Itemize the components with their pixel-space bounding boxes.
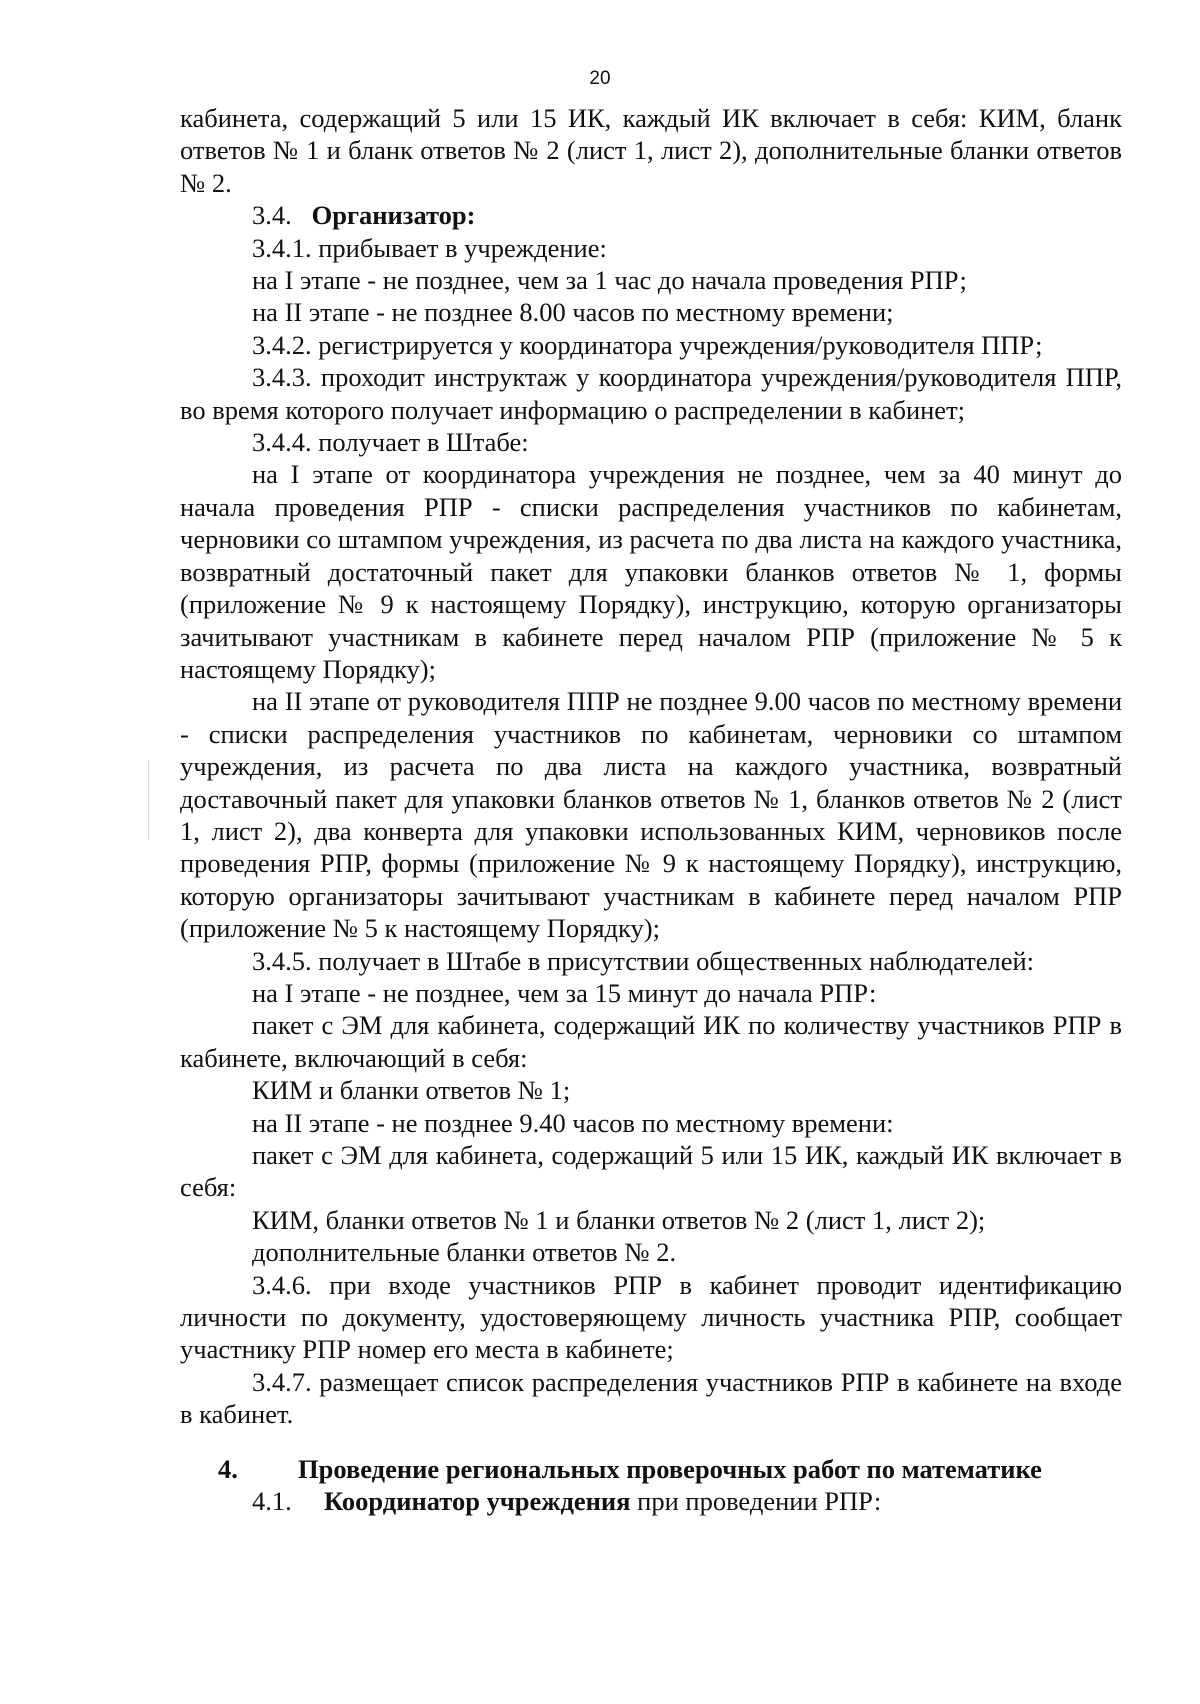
heading-3-4-title: Организатор: [311, 200, 476, 231]
paragraph-3-4-1: 3.4.1. прибывает в учреждение: [252, 232, 607, 263]
page-number: 20 [589, 68, 611, 89]
subsection-4-1 [180, 1485, 1122, 1517]
subsection-4-1-rest: при проведении РПР: [630, 1486, 882, 1517]
paragraph-3-4-3: 3.4.3. проходит инструктаж у координатора учреждения/руководителя ППР, во время которого получает информацию о распределении в кабинет; [180, 362, 1122, 425]
paragraph-3-4-6: 3.4.6. при входе участников РПР в кабинет проводит идентификацию личности по документу, удостоверяющему личность участника РПР, сообщает участнику РПР номер его места в кабинете; [180, 1269, 1122, 1365]
scan-margin-line [148, 760, 149, 840]
document-body [180, 102, 1122, 1517]
section-spacer [180, 1431, 1122, 1453]
heading-3-4-number: 3.4. [252, 200, 292, 231]
subsection-4-1-bold: Координатор учреждения [324, 1486, 631, 1517]
paragraph-stage-2-arrival: на II этапе - не позднее 8.00 часов по местному времени; [252, 297, 894, 328]
paragraph-3-4-7: 3.4.7. размещает список распределения участников РПР в кабинете на входе в кабинет. [180, 1366, 1122, 1430]
paragraph-stage-2-materials: на II этапе от руководителя ППР не позднее 9.00 часов по местному времени - списки распределения участников по кабинетам, черновики со штампом учреждения, из расчета по два листа на каждого участника, возвратный доставочный пакет для упаковки бланков ответов № 1, бланков ответов № 2 (лист 1, лист 2), два конверта для упаковки использованных КИМ, черновиков после проведения РПР, формы (приложение № 9 к настоящему Порядку), инструкцию, которую организаторы зачитывают участникам в кабинете перед началом РПР (приложение № 5 к настоящему Порядку); [180, 686, 1122, 944]
paragraph-package-stage-1: пакет с ЭМ для кабинета, содержащий ИК по количеству участников РПР в кабинете, включающий в себя: [180, 1010, 1122, 1073]
section-4-heading [180, 1453, 1122, 1485]
paragraph-3-4-2: 3.4.2. регистрируется у координатора учреждения/руководителя ППР; [252, 329, 1043, 360]
paragraph-3-4-5: 3.4.5. получает в Штабе в присутствии общественных наблюдателей: [252, 945, 1035, 976]
paragraph-kim-stage-2: КИМ, бланки ответов № 1 и бланки ответов № 2 (лист 1, лист 2); [252, 1204, 986, 1235]
heading-3-4 [180, 199, 1122, 231]
subsection-4-1-number: 4.1. [252, 1486, 292, 1517]
section-4-title: Проведение региональных проверочных работ по математике [298, 1453, 1042, 1484]
paragraph-stage-2-package: на II этапе - не позднее 9.40 часов по местному времени: [252, 1107, 894, 1138]
paragraph-package-stage-2: пакет с ЭМ для кабинета, содержащий 5 или 15 ИК, каждый ИК включает в себя: [180, 1140, 1122, 1203]
paragraph-continuation: кабинета, содержащий 5 или 15 ИК, каждый ИК включает в себя: КИМ, бланк ответов № 1 и бланк ответов № 2 (лист 1, лист 2), дополнительные бланки ответов № 2. [180, 103, 1122, 198]
paragraph-kim-stage-1: КИМ и бланки ответов № 1; [252, 1075, 571, 1106]
paragraph-stage-1-package: на I этапе - не позднее, чем за 15 минут до начала РПР: [252, 977, 877, 1008]
paragraph-3-4-4: 3.4.4. получает в Штабе: [252, 427, 529, 458]
paragraph-stage-1-materials: на I этапе от координатора учреждения не позднее, чем за 40 минут до начала проведения РПР - списки распределения участников по кабинетам, черновики со штампом учреждения, из расчета по два листа на каждого участника, возвратный достаточный пакет для упаковки бланков ответов № 1, формы (приложение № 9 к настоящему Порядку), инструкцию, которую организаторы зачитывают участникам в кабинете перед началом РПР (приложение № 5 к настоящему Порядку); [180, 459, 1122, 684]
paragraph-additional-forms: дополнительные бланки ответов № 2. [252, 1237, 677, 1268]
section-4-number: 4. [218, 1453, 238, 1484]
paragraph-stage-1-arrival: на I этапе - не позднее, чем за 1 час до начала проведения РПР; [252, 265, 967, 296]
